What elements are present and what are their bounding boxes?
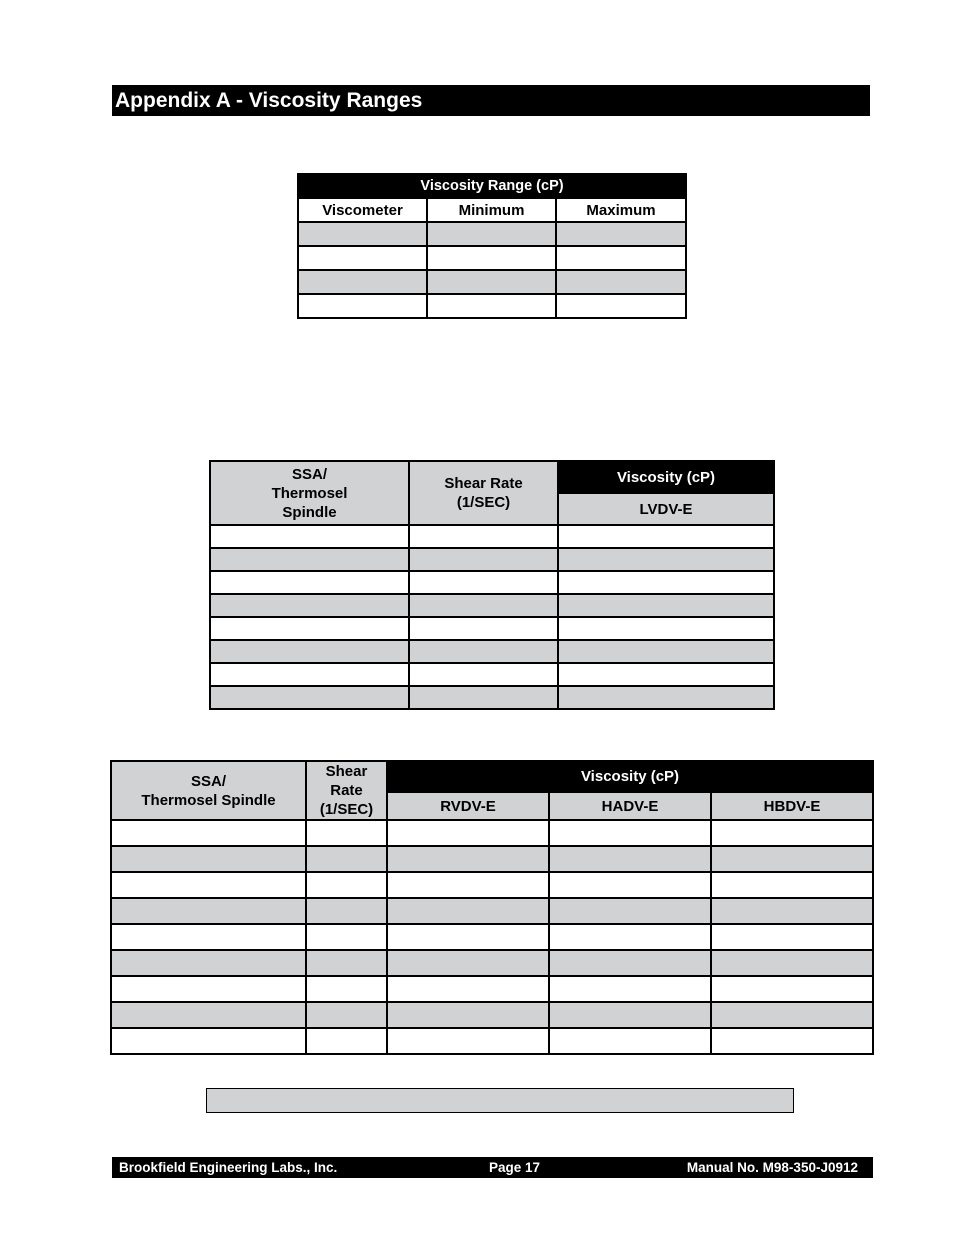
table-cell <box>210 663 409 686</box>
table-cell <box>306 924 387 950</box>
viscosity-header: Viscosity (cP) <box>558 461 774 493</box>
table-cell <box>111 950 306 976</box>
table-cell <box>111 1002 306 1028</box>
table-row <box>298 246 686 270</box>
table-cell <box>556 246 686 270</box>
viscosity-range-header: Viscosity Range (cP) <box>298 174 686 198</box>
table-cell <box>558 548 774 571</box>
col-minimum: Minimum <box>427 198 556 222</box>
table-cell <box>558 640 774 663</box>
table-cell <box>558 571 774 594</box>
table-cell <box>210 548 409 571</box>
table-cell <box>387 976 549 1002</box>
viscosity-range-table <box>297 173 687 319</box>
table-cell <box>111 1028 306 1054</box>
table-cell <box>210 617 409 640</box>
table-cell <box>210 686 409 709</box>
footer-manual-number: Manual No. M98-350-J0912 <box>686 1160 858 1175</box>
table-cell <box>711 898 873 924</box>
footer-company: Brookfield Engineering Labs., Inc. <box>119 1160 338 1175</box>
table-cell <box>387 950 549 976</box>
table-cell <box>556 294 686 318</box>
table-row <box>111 1028 873 1054</box>
table-cell <box>111 820 306 846</box>
table-cell <box>387 846 549 872</box>
table-cell <box>387 924 549 950</box>
table-cell <box>558 525 774 548</box>
table-cell <box>111 976 306 1002</box>
table-cell <box>549 924 711 950</box>
table-cell <box>427 294 556 318</box>
table-cell <box>556 270 686 294</box>
table-cell <box>306 846 387 872</box>
table-cell <box>711 950 873 976</box>
note-bar <box>206 1088 794 1113</box>
table-cell <box>711 1002 873 1028</box>
table-row <box>210 594 774 617</box>
table-cell <box>306 1002 387 1028</box>
col-spindle: SSA/ Thermosel Spindle <box>111 761 306 820</box>
table-cell <box>549 898 711 924</box>
table-cell <box>298 246 427 270</box>
table-cell <box>558 686 774 709</box>
table-cell <box>111 898 306 924</box>
table-cell <box>409 525 558 548</box>
table-cell <box>711 1028 873 1054</box>
table-cell <box>549 1002 711 1028</box>
col-shear-rate: Shear Rate (1/SEC) <box>409 461 558 525</box>
col-viscometer: Viscometer <box>298 198 427 222</box>
table-cell <box>427 270 556 294</box>
table-cell <box>210 571 409 594</box>
viscosity-header: Viscosity (cP) <box>387 761 873 792</box>
table-cell <box>306 950 387 976</box>
table-cell <box>409 640 558 663</box>
table-cell <box>409 594 558 617</box>
table-cell <box>549 976 711 1002</box>
table-row <box>111 950 873 976</box>
table-row <box>210 663 774 686</box>
table-row <box>111 872 873 898</box>
table-cell <box>549 1028 711 1054</box>
table-cell <box>111 846 306 872</box>
table-cell <box>306 872 387 898</box>
col-spindle: SSA/ Thermosel Spindle <box>210 461 409 525</box>
table-cell <box>210 640 409 663</box>
table-cell <box>387 1028 549 1054</box>
col-shear-rate: Shear Rate (1/SEC) <box>306 761 387 820</box>
table-cell <box>549 950 711 976</box>
table-cell <box>549 872 711 898</box>
table-cell <box>306 820 387 846</box>
table-row <box>111 976 873 1002</box>
table-cell <box>306 976 387 1002</box>
table-cell <box>711 820 873 846</box>
table-cell <box>409 686 558 709</box>
table-cell <box>306 898 387 924</box>
table-cell <box>298 222 427 246</box>
table-cell <box>387 872 549 898</box>
footer-page-number: Page 17 <box>489 1160 541 1175</box>
page-footer <box>112 1157 873 1178</box>
table-cell <box>427 246 556 270</box>
col-rvdv-e: RVDV-E <box>387 792 549 820</box>
table-cell <box>549 846 711 872</box>
table-cell <box>549 820 711 846</box>
table-cell <box>427 222 556 246</box>
table-row <box>210 640 774 663</box>
table-cell <box>711 924 873 950</box>
table-row <box>210 571 774 594</box>
table-cell <box>711 976 873 1002</box>
table-row <box>210 548 774 571</box>
table-cell <box>409 548 558 571</box>
table-cell <box>387 1002 549 1028</box>
table-cell <box>558 594 774 617</box>
table-cell <box>111 924 306 950</box>
table-cell <box>711 872 873 898</box>
table-cell <box>409 571 558 594</box>
lvdv-viscosity-table <box>209 460 775 710</box>
table-cell <box>387 898 549 924</box>
col-hbdv-e: HBDV-E <box>711 792 873 820</box>
table-cell <box>210 525 409 548</box>
table-cell <box>387 820 549 846</box>
table-row <box>111 820 873 846</box>
table-cell <box>556 222 686 246</box>
table-cell <box>298 294 427 318</box>
table-cell <box>306 1028 387 1054</box>
page-title: Appendix A - Viscosity Ranges <box>112 85 870 116</box>
table-cell <box>558 617 774 640</box>
table-cell <box>711 846 873 872</box>
table-row <box>111 846 873 872</box>
rvdv-hadv-hbdv-viscosity-table <box>110 760 874 1055</box>
table-row <box>210 525 774 548</box>
table-row <box>111 1002 873 1028</box>
table-cell <box>409 663 558 686</box>
table-cell <box>558 663 774 686</box>
table-row <box>111 924 873 950</box>
col-hadv-e: HADV-E <box>549 792 711 820</box>
table-row <box>111 898 873 924</box>
table-row <box>298 270 686 294</box>
table-cell <box>111 872 306 898</box>
table-row <box>298 222 686 246</box>
table-row <box>298 294 686 318</box>
table-cell <box>210 594 409 617</box>
table-cell <box>409 617 558 640</box>
table-row <box>210 617 774 640</box>
col-maximum: Maximum <box>556 198 686 222</box>
table-row <box>210 686 774 709</box>
col-lvdv-e: LVDV-E <box>558 493 774 525</box>
table-cell <box>298 270 427 294</box>
